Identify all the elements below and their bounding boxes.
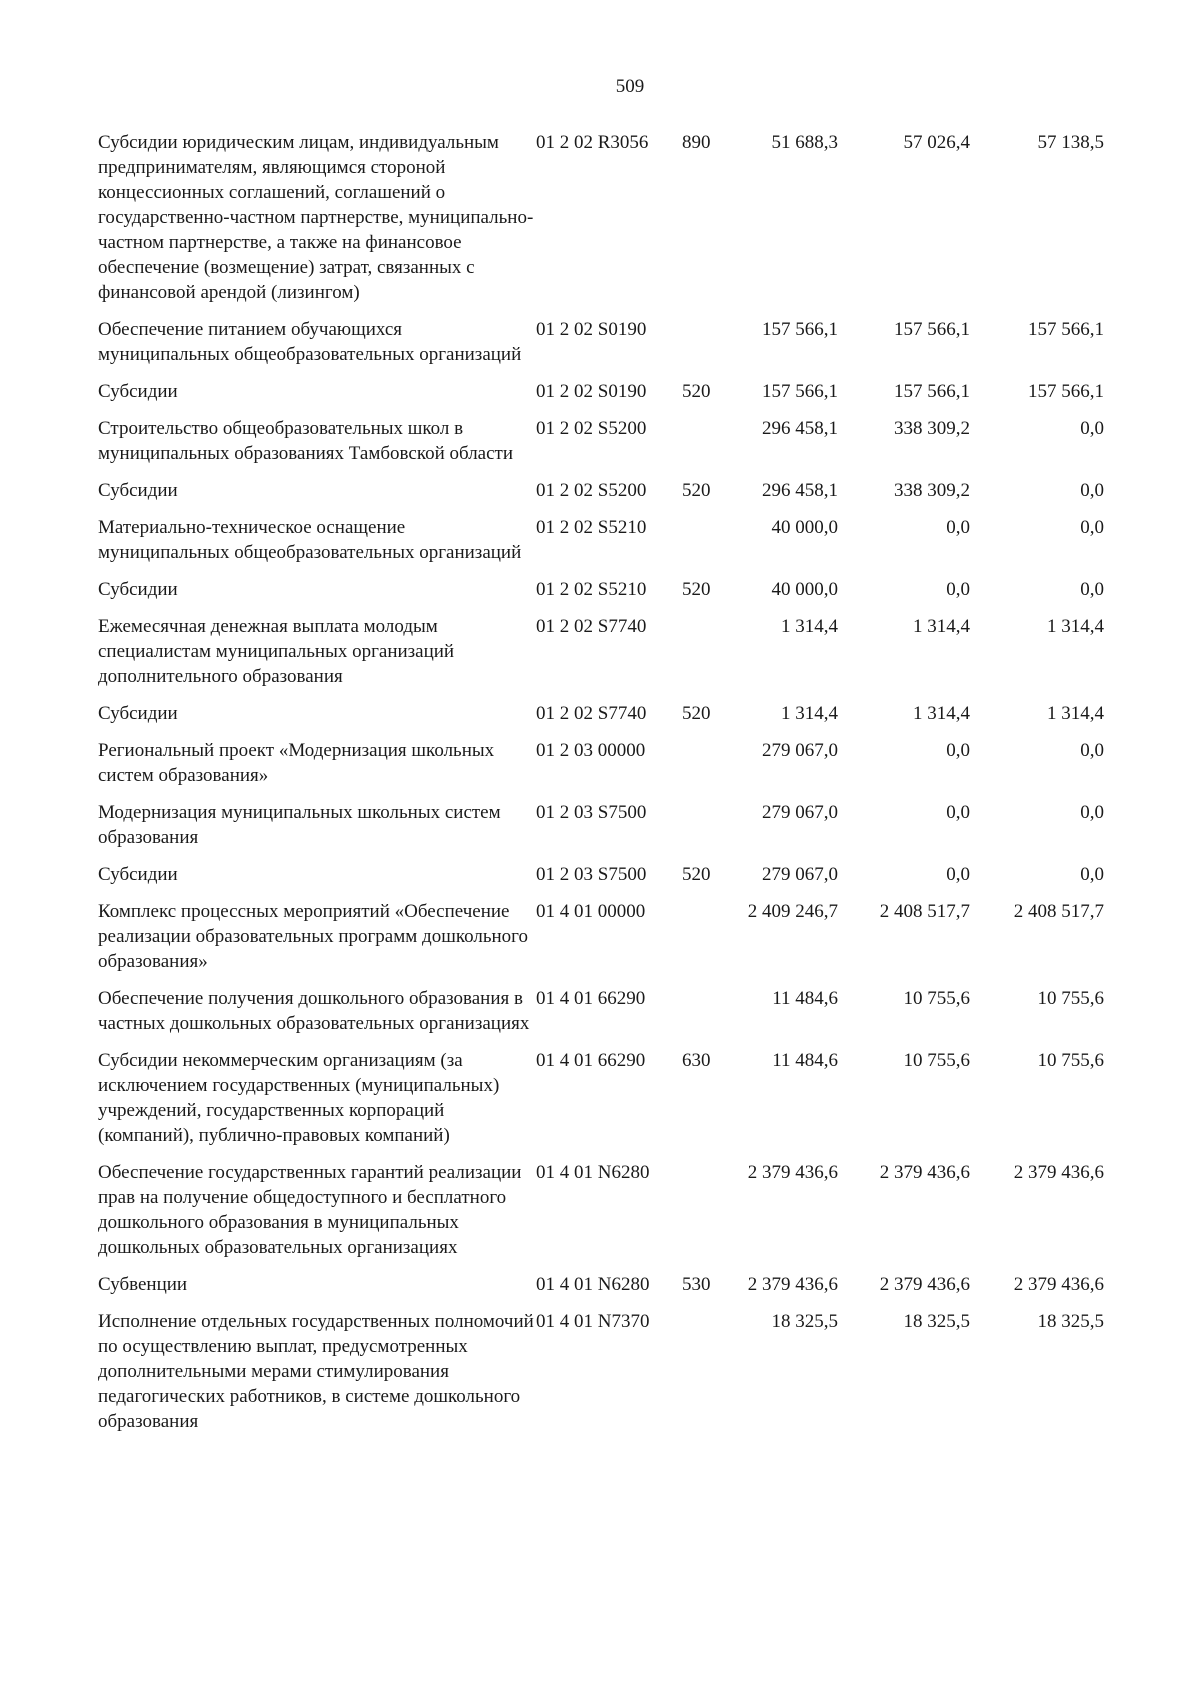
amount-year-1: 279 067,0 <box>762 802 838 823</box>
amount-year-2: 157 566,1 <box>894 319 970 340</box>
target-code: 01 2 02 S5210 <box>536 517 647 538</box>
amount-year-1: 296 458,1 <box>762 418 838 439</box>
amount-year-1: 1 314,4 <box>781 703 838 724</box>
amount-year-3: 10 755,6 <box>1037 1050 1104 1071</box>
page-number: 509 <box>615 76 645 97</box>
amount-year-3: 0,0 <box>1080 740 1104 761</box>
target-code: 01 2 02 S7740 <box>536 616 647 637</box>
amount-year-1: 1 314,4 <box>781 616 838 637</box>
amount-year-3: 0,0 <box>1080 802 1104 823</box>
table-row <box>98 1048 1180 1160</box>
table-row <box>98 1160 1180 1272</box>
amount-year-3: 2 379 436,6 <box>1013 1274 1104 1295</box>
table-row <box>98 1272 1180 1309</box>
target-code: 01 2 02 R3056 <box>536 132 649 153</box>
item-name: Обеспечение получения дошкольного образования в частных дошкольных образовательных организациях <box>98 988 530 1034</box>
target-code: 01 4 01 66290 <box>536 988 646 1009</box>
amount-year-3: 0,0 <box>1080 517 1104 538</box>
amount-year-2: 2 379 436,6 <box>879 1274 970 1295</box>
table-row <box>98 416 1180 478</box>
amount-year-1: 279 067,0 <box>762 864 838 885</box>
item-name: Исполнение отдельных государственных полномочий по осуществлению выплат, предусмотренных дополнительными мерами стимулирования педагогических работников, в системе дошкольного образования <box>98 1311 534 1432</box>
amount-year-1: 11 484,6 <box>772 1050 838 1071</box>
target-code: 01 2 02 S7740 <box>536 703 647 724</box>
amount-year-1: 11 484,6 <box>772 988 838 1009</box>
amount-year-1: 296 458,1 <box>762 480 838 501</box>
table-row <box>98 899 1180 986</box>
amount-year-1: 51 688,3 <box>771 132 838 153</box>
amount-year-1: 157 566,1 <box>762 381 838 402</box>
amount-year-3: 18 325,5 <box>1037 1311 1104 1332</box>
target-code: 01 2 02 S5210 <box>536 579 647 600</box>
item-name: Ежемесячная денежная выплата молодым специалистам муниципальных организаций дополнительного образования <box>98 616 455 687</box>
amount-year-3: 2 379 436,6 <box>1013 1162 1104 1183</box>
amount-year-2: 1 314,4 <box>913 703 970 724</box>
amount-year-3: 57 138,5 <box>1037 132 1104 153</box>
item-name: Строительство общеобразовательных школ в муниципальных образованиях Тамбовской области <box>98 418 514 464</box>
item-name: Материально-техническое оснащение муниципальных общеобразовательных организаций <box>98 517 522 563</box>
amount-year-2: 0,0 <box>946 517 970 538</box>
amount-year-2: 157 566,1 <box>894 381 970 402</box>
item-name: Обеспечение государственных гарантий реализации прав на получение общедоступного и бесплатного дошкольного образования в муниципальных дошкольных образовательных организациях <box>98 1162 522 1258</box>
target-code: 01 4 01 66290 <box>536 1050 646 1071</box>
item-name: Обеспечение питанием обучающихся муниципальных общеобразовательных организаций <box>98 319 522 365</box>
target-code: 01 2 03 S7500 <box>536 802 647 823</box>
expense-type: 520 <box>682 703 711 724</box>
amount-year-2: 0,0 <box>946 802 970 823</box>
expense-type: 530 <box>682 1274 711 1295</box>
expense-type: 520 <box>682 381 711 402</box>
table-row <box>98 515 1180 577</box>
table-row <box>98 478 1180 515</box>
amount-year-2: 338 309,2 <box>894 418 970 439</box>
item-name: Субсидии <box>98 480 178 501</box>
expense-type: 520 <box>682 864 711 885</box>
amount-year-2: 18 325,5 <box>903 1311 970 1332</box>
item-name: Комплекс процессных мероприятий «Обеспечение реализации образовательных программ дошкольного образования» <box>98 901 528 972</box>
amount-year-1: 279 067,0 <box>762 740 838 761</box>
amount-year-2: 0,0 <box>946 579 970 600</box>
amount-year-2: 338 309,2 <box>894 480 970 501</box>
expense-type: 520 <box>682 480 711 501</box>
expense-type: 520 <box>682 579 711 600</box>
amount-year-1: 40 000,0 <box>771 517 838 538</box>
target-code: 01 4 01 N7370 <box>536 1311 650 1332</box>
table-row <box>98 862 1180 899</box>
target-code: 01 2 03 00000 <box>536 740 646 761</box>
amount-year-2: 0,0 <box>946 740 970 761</box>
target-code: 01 2 02 S5200 <box>536 418 647 439</box>
amount-year-2: 2 379 436,6 <box>879 1162 970 1183</box>
table-row <box>98 701 1180 738</box>
target-code: 01 2 02 S0190 <box>536 319 647 340</box>
item-name: Субсидии некоммерческим организациям (за исключением государственных (муниципальных) учреждений, государственных корпораций (компаний), публично-правовых компаний) <box>98 1050 500 1146</box>
amount-year-3: 2 408 517,7 <box>1013 901 1104 922</box>
item-name: Региональный проект «Модернизация школьных систем образования» <box>98 740 495 786</box>
table-row <box>98 130 1180 317</box>
table-row <box>98 614 1180 701</box>
amount-year-3: 1 314,4 <box>1047 616 1104 637</box>
table-row <box>98 577 1180 614</box>
item-name: Субсидии <box>98 703 178 724</box>
target-code: 01 4 01 N6280 <box>536 1162 650 1183</box>
table-row <box>98 800 1180 862</box>
budget-table <box>98 130 1180 1446</box>
amount-year-3: 0,0 <box>1080 418 1104 439</box>
table-row <box>98 317 1180 379</box>
amount-year-3: 1 314,4 <box>1047 703 1104 724</box>
item-name: Субвенции <box>98 1274 188 1295</box>
amount-year-1: 40 000,0 <box>771 579 838 600</box>
item-name: Субсидии <box>98 579 178 600</box>
amount-year-1: 2 379 436,6 <box>747 1162 838 1183</box>
amount-year-2: 1 314,4 <box>913 616 970 637</box>
amount-year-3: 0,0 <box>1080 480 1104 501</box>
item-name: Субсидии юридическим лицам, индивидуальным предпринимателям, являющимся стороной концессионных соглашений, соглашений о государственно-частном партнерстве, муниципально-частном партнерстве, а также на финансовое обеспечение (возмещение) затрат, связанных с финансовой арендой (лизингом) <box>98 132 534 303</box>
amount-year-2: 10 755,6 <box>903 988 970 1009</box>
expense-type: 890 <box>682 132 711 153</box>
amount-year-3: 0,0 <box>1080 864 1104 885</box>
amount-year-3: 10 755,6 <box>1037 988 1104 1009</box>
item-name: Субсидии <box>98 864 178 885</box>
target-code: 01 2 03 S7500 <box>536 864 647 885</box>
table-row <box>98 986 1180 1048</box>
table-row <box>98 1309 1180 1446</box>
amount-year-2: 57 026,4 <box>903 132 970 153</box>
amount-year-1: 2 409 246,7 <box>747 901 838 922</box>
amount-year-2: 0,0 <box>946 864 970 885</box>
item-name: Модернизация муниципальных школьных систем образования <box>98 802 501 848</box>
amount-year-1: 157 566,1 <box>762 319 838 340</box>
target-code: 01 2 02 S5200 <box>536 480 647 501</box>
expense-type: 630 <box>682 1050 711 1071</box>
table-row <box>98 738 1180 800</box>
target-code: 01 2 02 S0190 <box>536 381 647 402</box>
target-code: 01 4 01 00000 <box>536 901 646 922</box>
target-code: 01 4 01 N6280 <box>536 1274 650 1295</box>
amount-year-3: 0,0 <box>1080 579 1104 600</box>
amount-year-1: 2 379 436,6 <box>747 1274 838 1295</box>
amount-year-3: 157 566,1 <box>1028 319 1104 340</box>
amount-year-3: 157 566,1 <box>1028 381 1104 402</box>
amount-year-1: 18 325,5 <box>771 1311 838 1332</box>
table-row <box>98 379 1180 416</box>
amount-year-2: 2 408 517,7 <box>879 901 970 922</box>
item-name: Субсидии <box>98 381 178 402</box>
amount-year-2: 10 755,6 <box>903 1050 970 1071</box>
